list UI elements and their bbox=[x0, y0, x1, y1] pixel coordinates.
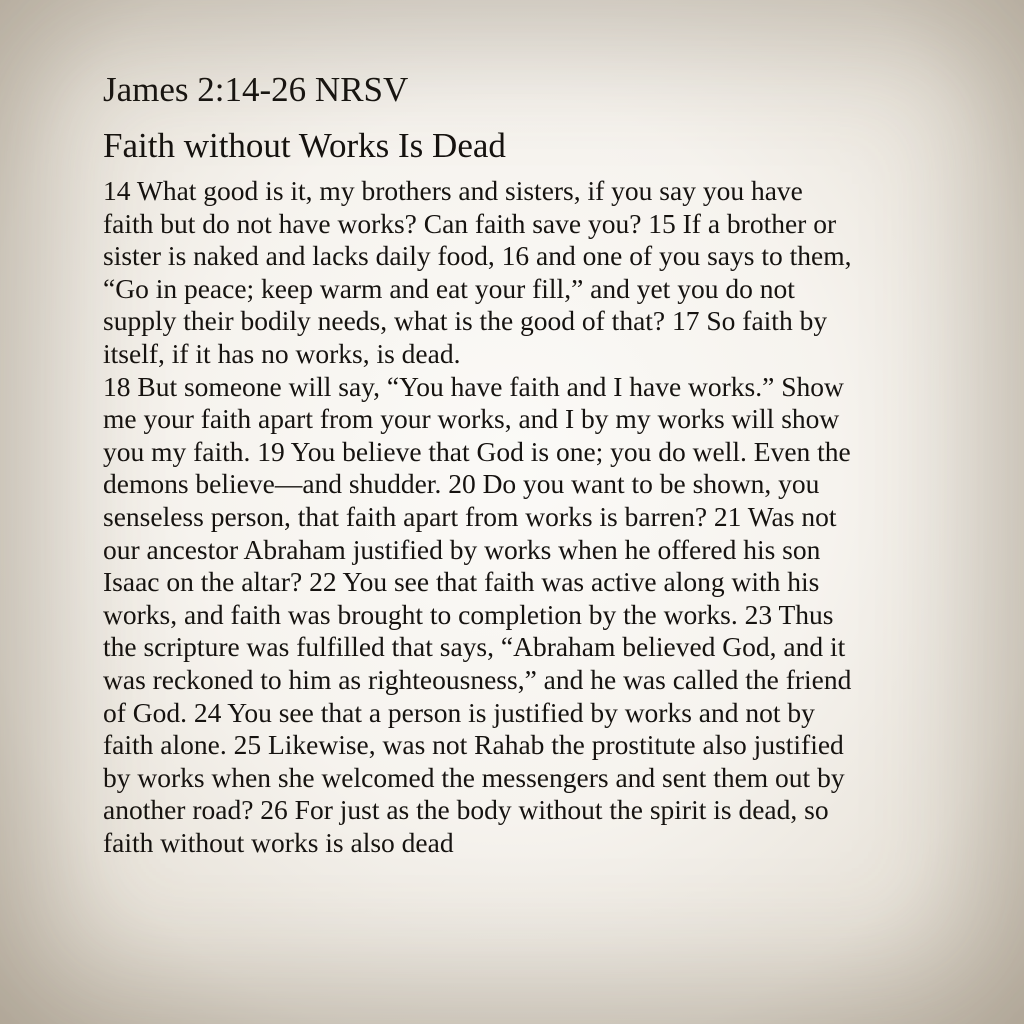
text-line: of God. 24 You see that a person is justified by works and not by bbox=[103, 696, 815, 728]
text-line: itself, if it has no works, is dead. bbox=[103, 337, 461, 369]
text-line: 18 But someone will say, “You have faith and I have works.” Show bbox=[103, 370, 844, 402]
passage-body bbox=[103, 175, 983, 859]
scripture-text-block bbox=[103, 62, 983, 859]
text-line: 14 What good is it, my brothers and sisters, if you say you have bbox=[103, 175, 803, 206]
passage-title: Faith without Works Is Dead bbox=[103, 126, 506, 165]
text-line: senseless person, that faith apart from works is barren? 21 Was not bbox=[103, 500, 837, 532]
text-line: by works when she welcomed the messengers and sent them out by bbox=[103, 761, 845, 793]
text-line: another road? 26 For just as the body without the spirit is dead, so bbox=[103, 794, 829, 826]
text-line: me your faith apart from your works, and I by my works will show bbox=[103, 403, 840, 435]
text-line: “Go in peace; keep warm and eat your fill,” and yet you do not bbox=[103, 272, 795, 304]
text-line: demons believe—and shudder. 20 Do you want to be shown, you bbox=[103, 468, 820, 500]
text-line: faith alone. 25 Likewise, was not Rahab the prostitute also justified bbox=[103, 729, 844, 761]
text-line: sister is naked and lacks daily food, 16 and one of you says to them, bbox=[103, 240, 852, 272]
text-line: the scripture was fulfilled that says, “Abraham believed God, and it bbox=[103, 631, 846, 663]
text-line: faith but do not have works? Can faith save you? 15 If a brother or bbox=[103, 207, 837, 239]
text-line: supply their bodily needs, what is the good of that? 17 So faith by bbox=[103, 305, 828, 337]
text-line: you my faith. 19 You believe that God is one; you do well. Even the bbox=[103, 435, 851, 467]
text-line: faith without works is also dead bbox=[103, 826, 454, 858]
scripture-reference: James 2:14-26 NRSV bbox=[103, 70, 409, 109]
text-line: works, and faith was brought to completion by the works. 23 Thus bbox=[103, 598, 834, 630]
text-line: was reckoned to him as righteousness,” and he was called the friend bbox=[103, 663, 852, 695]
text-line: Isaac on the altar? 22 You see that faith was active along with his bbox=[103, 566, 820, 598]
text-line: our ancestor Abraham justified by works when he offered his son bbox=[103, 533, 821, 565]
